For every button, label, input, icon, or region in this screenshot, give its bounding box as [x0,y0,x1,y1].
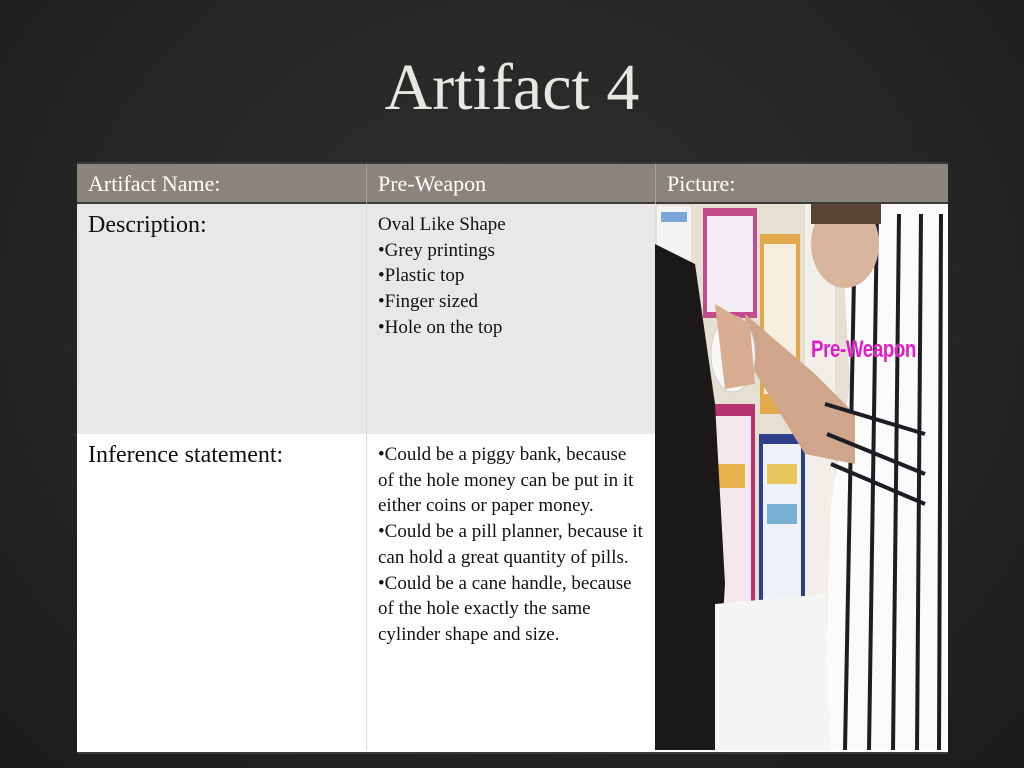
header-artifact-value: Pre-Weapon [366,164,655,204]
inference-line: •Could be a piggy bank, because of the hole money can be put in it either coins or paper money. [378,444,634,517]
inference-row [77,434,655,750]
description-line: •Hole on the top [378,316,503,338]
inference-line: •Could be a pill planner, because it can hold a great quantity of pills. [378,521,643,568]
description-line: •Plastic top [378,265,465,287]
header-artifact-name: Artifact Name: [88,171,221,196]
slide-title: Artifact 4 [384,51,640,124]
inference-line: •Could be a cane handle, because of the hole exactly the same cylinder shape and size. [378,572,632,645]
description-label: Description: [88,212,207,238]
inference-label: Inference statement: [88,442,284,468]
artifact-table [77,162,948,754]
description-line: •Finger sized [378,291,479,313]
artifact-photo [655,204,948,750]
description-row [77,204,655,434]
header-picture: Picture: [655,164,948,204]
photo-illustration [655,204,948,750]
inference-content [366,434,655,750]
description-content [366,204,655,434]
description-line: Oval Like Shape [378,214,506,235]
description-line: •Grey printings [378,239,495,261]
photo-caption: Pre-Weapon [811,336,916,363]
table-header-row [77,164,948,204]
